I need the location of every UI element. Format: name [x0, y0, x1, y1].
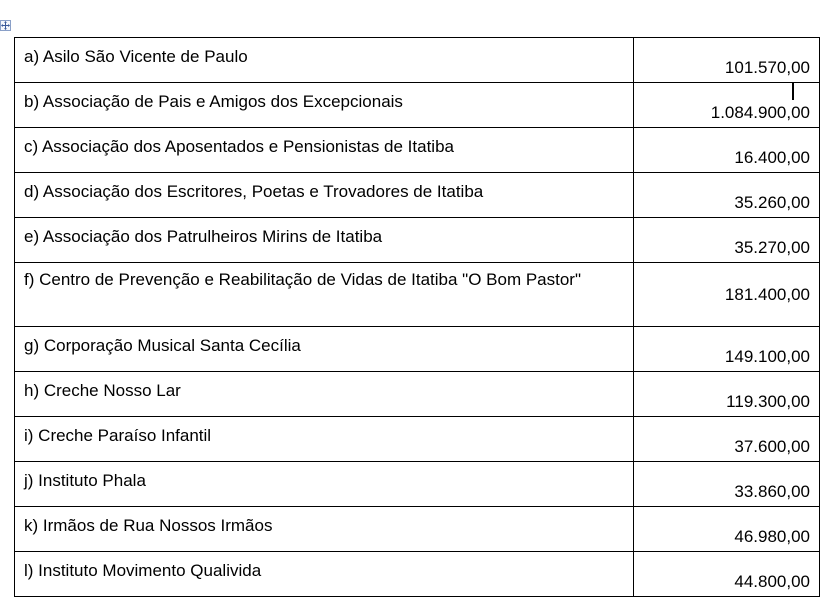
- amount-value: 181.400,00: [724, 285, 810, 304]
- amount-value: 119.300,00: [726, 392, 810, 411]
- table-row[interactable]: [15, 462, 820, 507]
- amount-value: 101.570,00: [724, 58, 810, 77]
- entity-name-cell[interactable]: k) Irmãos de Rua Nossos Irmãos: [15, 507, 634, 552]
- amount-cell[interactable]: [634, 417, 820, 462]
- table-row[interactable]: [15, 38, 820, 83]
- table-move-handle-icon[interactable]: [0, 20, 11, 31]
- entity-name-cell[interactable]: h) Creche Nosso Lar: [15, 372, 634, 417]
- amount-value: 1.084.900,00: [710, 103, 810, 122]
- amount-cell[interactable]: [634, 327, 820, 372]
- table-row[interactable]: [15, 372, 820, 417]
- amount-value: 46.980,00: [734, 527, 810, 546]
- amount-cell[interactable]: [634, 372, 820, 417]
- amount-value: 33.860,00: [734, 482, 810, 501]
- table-row[interactable]: [15, 128, 820, 173]
- table-row[interactable]: [15, 507, 820, 552]
- entity-name-cell[interactable]: j) Instituto Phala: [15, 462, 634, 507]
- amount-cell[interactable]: [634, 128, 820, 173]
- table-row[interactable]: [15, 218, 820, 263]
- entity-name-cell[interactable]: g) Corporação Musical Santa Cecília: [15, 327, 634, 372]
- amount-value: 35.270,00: [734, 238, 810, 257]
- amount-value: 37.600,00: [734, 437, 810, 456]
- amount-cell[interactable]: [634, 218, 820, 263]
- table-row[interactable]: [15, 263, 820, 327]
- table-row[interactable]: [15, 552, 820, 597]
- entity-name-cell[interactable]: l) Instituto Movimento Qualivida: [15, 552, 634, 597]
- entity-name-cell[interactable]: c) Associação dos Aposentados e Pensionistas de Itatiba: [15, 128, 634, 173]
- entity-name-cell[interactable]: i) Creche Paraíso Infantil: [15, 417, 634, 462]
- amount-cell[interactable]: [634, 173, 820, 218]
- entity-name-cell[interactable]: b) Associação de Pais e Amigos dos Excepcionais: [15, 83, 634, 128]
- table-row[interactable]: [15, 327, 820, 372]
- amount-cell[interactable]: [634, 83, 820, 128]
- entity-name-cell[interactable]: d) Associação dos Escritores, Poetas e Trovadores de Itatiba: [15, 173, 634, 218]
- amount-cell[interactable]: [634, 38, 820, 83]
- amount-value: 16.400,00: [734, 148, 810, 167]
- amount-value: 44.800,00: [734, 572, 810, 591]
- grants-table: [14, 37, 820, 597]
- entity-name-cell[interactable]: e) Associação dos Patrulheiros Mirins de Itatiba: [15, 218, 634, 263]
- amount-cell[interactable]: [634, 552, 820, 597]
- amount-cell[interactable]: [634, 507, 820, 552]
- amount-value: 149.100,00: [724, 347, 810, 366]
- table-row[interactable]: [15, 83, 820, 128]
- entity-name-cell[interactable]: a) Asilo São Vicente de Paulo: [15, 38, 634, 83]
- table-row[interactable]: [15, 173, 820, 218]
- entity-name-cell[interactable]: f) Centro de Prevenção e Reabilitação de Vidas de Itatiba "O Bom Pastor": [15, 263, 634, 327]
- amount-cell[interactable]: [634, 263, 820, 327]
- amount-cell[interactable]: [634, 462, 820, 507]
- table-row[interactable]: [15, 417, 820, 462]
- amount-value: 35.260,00: [734, 193, 810, 212]
